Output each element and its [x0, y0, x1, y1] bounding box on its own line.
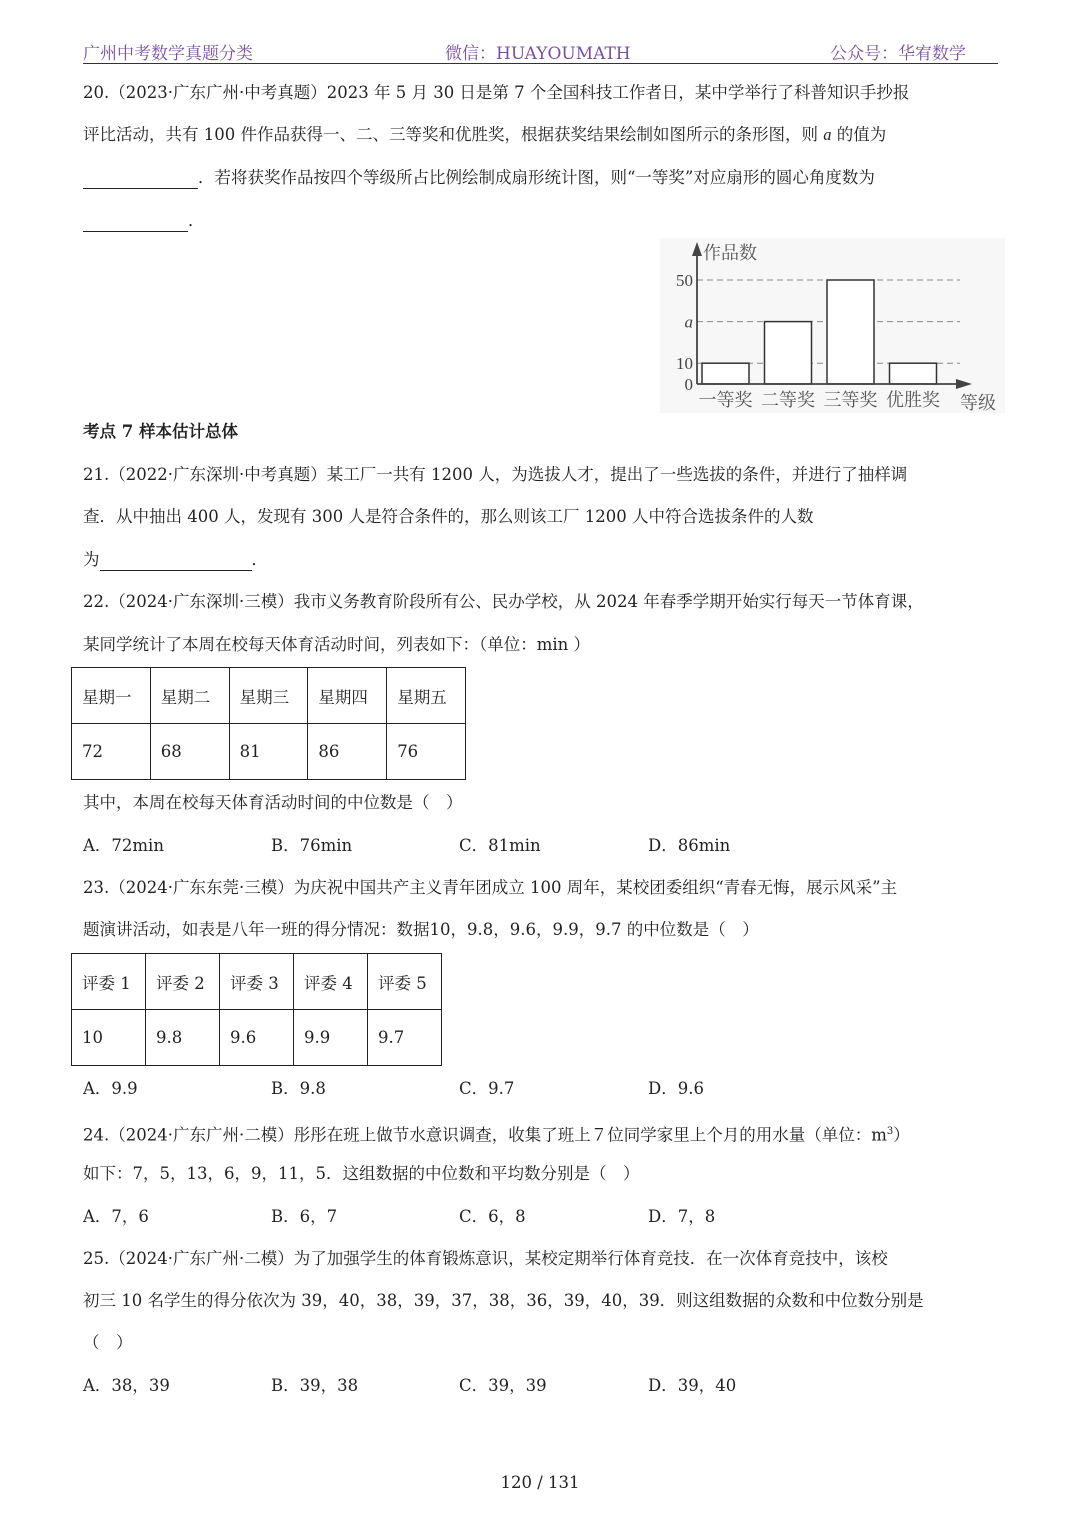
table-cell: 9.6: [220, 1010, 294, 1066]
option-a[interactable]: A．38，39: [83, 1376, 170, 1395]
x-axis-label: 等级: [960, 393, 996, 413]
table-cell: 10: [72, 1010, 146, 1066]
bar-chart: [660, 238, 1005, 413]
q23-line2: 题演讲活动，如表是八年一班的得分情况：数据10，9.8，9.6，9.9，9.7 的中位数是（ ）: [83, 920, 759, 939]
q20-line2a: 评比活动，共有 100 件作品获得一、二、三等奖和优胜奖，根据获奖结果绘制如图所示的条形图，则: [83, 125, 824, 144]
option-c[interactable]: C．6，8: [459, 1207, 526, 1226]
table-cell: 星期二: [150, 668, 229, 724]
table-header-row: [72, 954, 442, 1010]
header-right: 公众号：华宥数学: [830, 44, 966, 64]
q23-table: [71, 953, 442, 1066]
answer-blank[interactable]: [83, 172, 198, 189]
x-tick-label: 二等奖: [761, 390, 815, 411]
x-tick-label: 三等奖: [823, 390, 878, 411]
header-left: 广州中考数学真题分类: [83, 44, 253, 64]
q20-line1: 20.（2023·广东广州·中考真题）2023 年 5 月 30 日是第 7 个全国科技工作者日，某中学举行了科普知识手抄报: [83, 83, 910, 102]
table-cell: 评委 4: [294, 954, 368, 1010]
option-d[interactable]: D．86min: [648, 836, 731, 855]
table-cell: 星期三: [229, 668, 308, 724]
option-a[interactable]: A．7，6: [83, 1207, 149, 1226]
q24-line1b: ）: [893, 1125, 910, 1145]
option-d[interactable]: D．9.6: [648, 1079, 704, 1098]
q21-line3: [83, 549, 268, 571]
table-cell: 76: [387, 724, 466, 780]
q24-line1a: 24.（2024·广东广州·二模）彤彤在班上做节水意识调查，收集了班上７位同学家里上个月的用水量（单位：m: [83, 1125, 887, 1145]
bar-1: [702, 363, 749, 384]
q22-line1: 22.（2024·广东深圳·三模）我市义务教育阶段所有公、民办学校，从 2024 年春季学期开始实行每天一节体育课，: [83, 592, 924, 611]
q22-line2: 某同学统计了本周在校每天体育活动时间，列表如下：（单位：min ）: [83, 635, 591, 654]
header-center: 微信：HUAYOUMATH: [445, 44, 631, 64]
answer-blank[interactable]: [83, 215, 188, 232]
table-cell: 星期一: [72, 668, 151, 724]
table-cell: 9.9: [294, 1010, 368, 1066]
q21-line2: 查．从中抽出 400 人，发现有 300 人是符合条件的，那么则该工厂 1200 人中符合选拔条件的人数: [83, 507, 814, 526]
q25-line2: 初三 10 名学生的得分依次为 39，40，38，39，37，38，36，39，40，39．则这组数据的众数和中位数分别是: [83, 1291, 924, 1310]
y-axis-label: 作品数: [703, 243, 757, 264]
q20-line4-text: ．: [188, 211, 205, 230]
q21-line3a: 为: [83, 550, 100, 569]
option-d[interactable]: D．39，40: [648, 1376, 737, 1395]
table-row: [72, 724, 466, 780]
y-tick-label: a: [684, 312, 693, 332]
q21-line3b: ．: [251, 550, 268, 569]
y-tick-label: 50: [676, 271, 693, 290]
table-cell: 86: [308, 724, 387, 780]
q20-line2b: 的值为: [831, 125, 887, 144]
q24-line1: [83, 1121, 910, 1147]
page-number: 120 / 131: [500, 1473, 580, 1492]
section-heading: 考点 7 样本估计总体: [83, 422, 238, 441]
table-cell: 星期五: [387, 668, 466, 724]
bar-2: [765, 322, 812, 384]
table-cell: 81: [229, 724, 308, 780]
header-rule: [83, 63, 998, 64]
table-header-row: [72, 668, 466, 724]
q22-line3: 其中，本周在校每天体育活动时间的中位数是（ ）: [83, 793, 463, 812]
option-d[interactable]: D．7，8: [648, 1207, 716, 1226]
q20-var: a: [823, 125, 832, 144]
bar-4: [890, 363, 937, 384]
table-row: [72, 1010, 442, 1066]
table-cell: 9.7: [368, 1010, 442, 1066]
option-b[interactable]: B．76min: [271, 836, 353, 855]
table-cell: 68: [150, 724, 229, 780]
q23-line1: 23.（2024·广东东莞·三模）为庆祝中国共产主义青年团成立 100 周年，某校团委组织“青春无悔，展示风采”主: [83, 878, 898, 897]
q21-line1: 21.（2022·广东深圳·中考真题）某工厂一共有 1200 人，为选拔人才，提出了一些选拔的条件，并进行了抽样调: [83, 465, 908, 484]
q20-line2: [83, 124, 886, 146]
superscript: 3: [886, 1126, 894, 1137]
option-a[interactable]: A．9.9: [83, 1079, 138, 1098]
option-c[interactable]: C．39，39: [459, 1376, 547, 1395]
table-cell: 评委 5: [368, 954, 442, 1010]
option-a[interactable]: A．72min: [83, 836, 164, 855]
table-cell: 评委 3: [220, 954, 294, 1010]
option-c[interactable]: C．81min: [459, 836, 541, 855]
table-cell: 星期四: [308, 668, 387, 724]
x-tick-label: 一等奖: [698, 390, 753, 411]
q20-line4: [83, 210, 205, 232]
q25-line1: 25.（2024·广东广州·二模）为了加强学生的体育锻炼意识，某校定期举行体育竞技．在一次体育竞技中，该校: [83, 1249, 888, 1268]
q25-line3: （ ）: [83, 1333, 133, 1352]
y-tick-label: 0: [684, 375, 693, 394]
bar-3: [827, 280, 874, 384]
y-tick-label: 10: [676, 354, 693, 374]
answer-blank[interactable]: [100, 554, 252, 571]
option-b[interactable]: B．9.8: [271, 1079, 326, 1098]
table-cell: 9.8: [146, 1010, 220, 1066]
q20-line3: [83, 167, 875, 189]
option-b[interactable]: B．39，38: [271, 1376, 359, 1395]
option-c[interactable]: C．9.7: [459, 1079, 515, 1098]
q24-line2: 如下：7，5，13，6，9，11，5．这组数据的中位数和平均数分别是（ ）: [83, 1164, 640, 1183]
x-tick-label: 优胜奖: [886, 390, 940, 411]
table-cell: 评委 1: [72, 954, 146, 1010]
option-b[interactable]: B．6，7: [271, 1207, 338, 1226]
table-cell: 72: [72, 724, 151, 780]
table-cell: 评委 2: [146, 954, 220, 1010]
q20-line3-text: ．若将获奖作品按四个等级所占比例绘制成扇形统计图，则“一等奖”对应扇形的圆心角度数为: [198, 168, 875, 187]
q22-table: [71, 667, 466, 780]
